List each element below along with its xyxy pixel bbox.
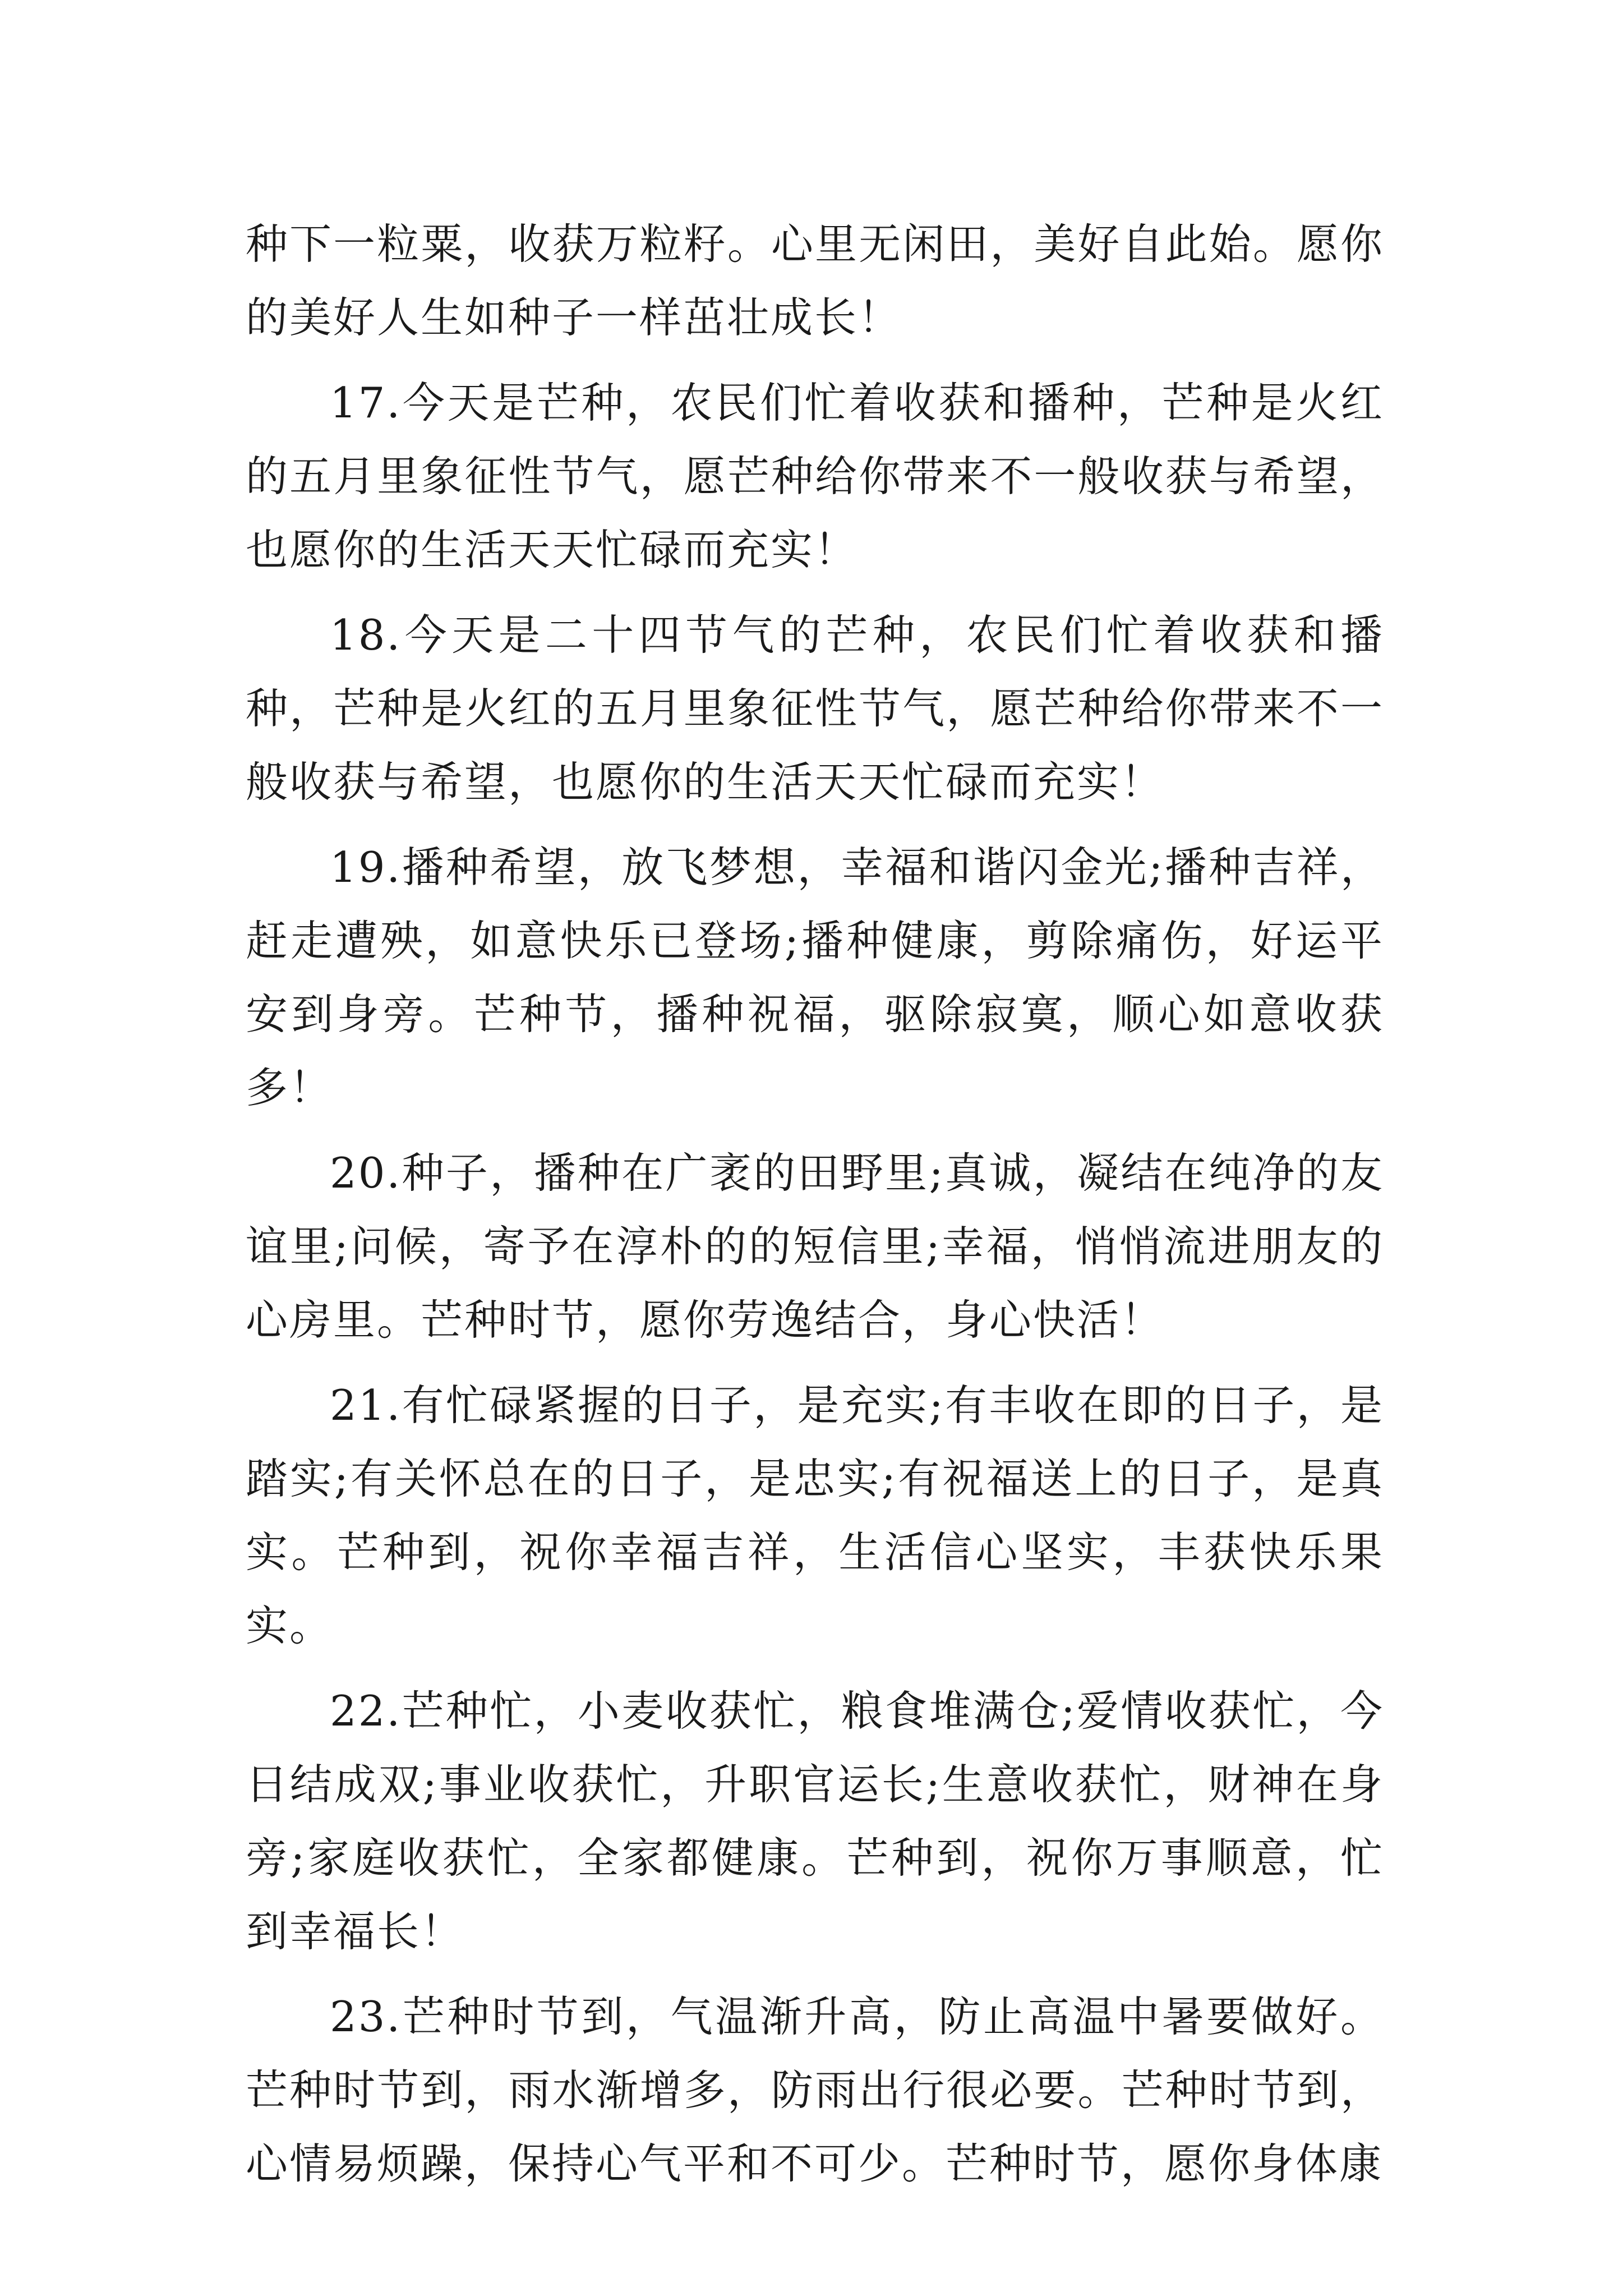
paragraph-20: 20.种子，播种在广袤的田野里;真诚，凝结在纯净的友谊里;问候，寄予在淳朴的的短信里;幸福，悄悄流进朋友的心房里。芒种时节，愿你劳逸结合，身心快活！ (246, 1148, 1384, 1345)
paragraph-17: 17.今天是芒种，农民们忙着收获和播种，芒种是火红的五月里象征性节气，愿芒种给你带来不一般收获与希望，也愿你的生活天天忙碌而充实！ (246, 378, 1384, 574)
paragraph-21: 21.有忙碌紧握的日子，是充实;有丰收在即的日子，是踏实;有关怀总在的日子，是忠实;有祝福送上的日子，是真实。芒种到，祝你幸福吉祥，生活信心坚实，丰获快乐果实。 (246, 1381, 1384, 1650)
document-body (246, 208, 1384, 2212)
paragraph-18: 18.今天是二十四节气的芒种，农民们忙着收获和播种，芒种是火红的五月里象征性节气，愿芒种给你带来不一般收获与希望，也愿你的生活天天忙碌而充实！ (246, 610, 1384, 807)
paragraph-23: 23.芒种时节到，气温渐升高，防止高温中暑要做好。芒种时节到，雨水渐增多，防雨出行很必要。芒种时节到，心情易烦躁，保持心气平和不可少。芒种时节，愿你身体康 (246, 1992, 1384, 2188)
paragraph-19: 19.播种希望，放飞梦想，幸福和谐闪金光;播种吉祥，赶走遭殃，如意快乐已登场;播种健康，剪除痛伤，好运平安到身旁。芒种节，播种祝福，驱除寂寞，顺心如意收获多！ (246, 843, 1384, 1112)
paragraph-22: 22.芒种忙，小麦收获忙，粮食堆满仓;爱情收获忙，今日结成双;事业收获忙，升职官运长;生意收获忙，财神在身旁;家庭收获忙，全家都健康。芒种到，祝你万事顺意，忙到幸福长！ (246, 1686, 1384, 1956)
paragraph-continuation: 种下一粒粟，收获万粒籽。心里无闲田，美好自此始。愿你的美好人生如种子一样茁壮成长！ (246, 219, 1384, 342)
